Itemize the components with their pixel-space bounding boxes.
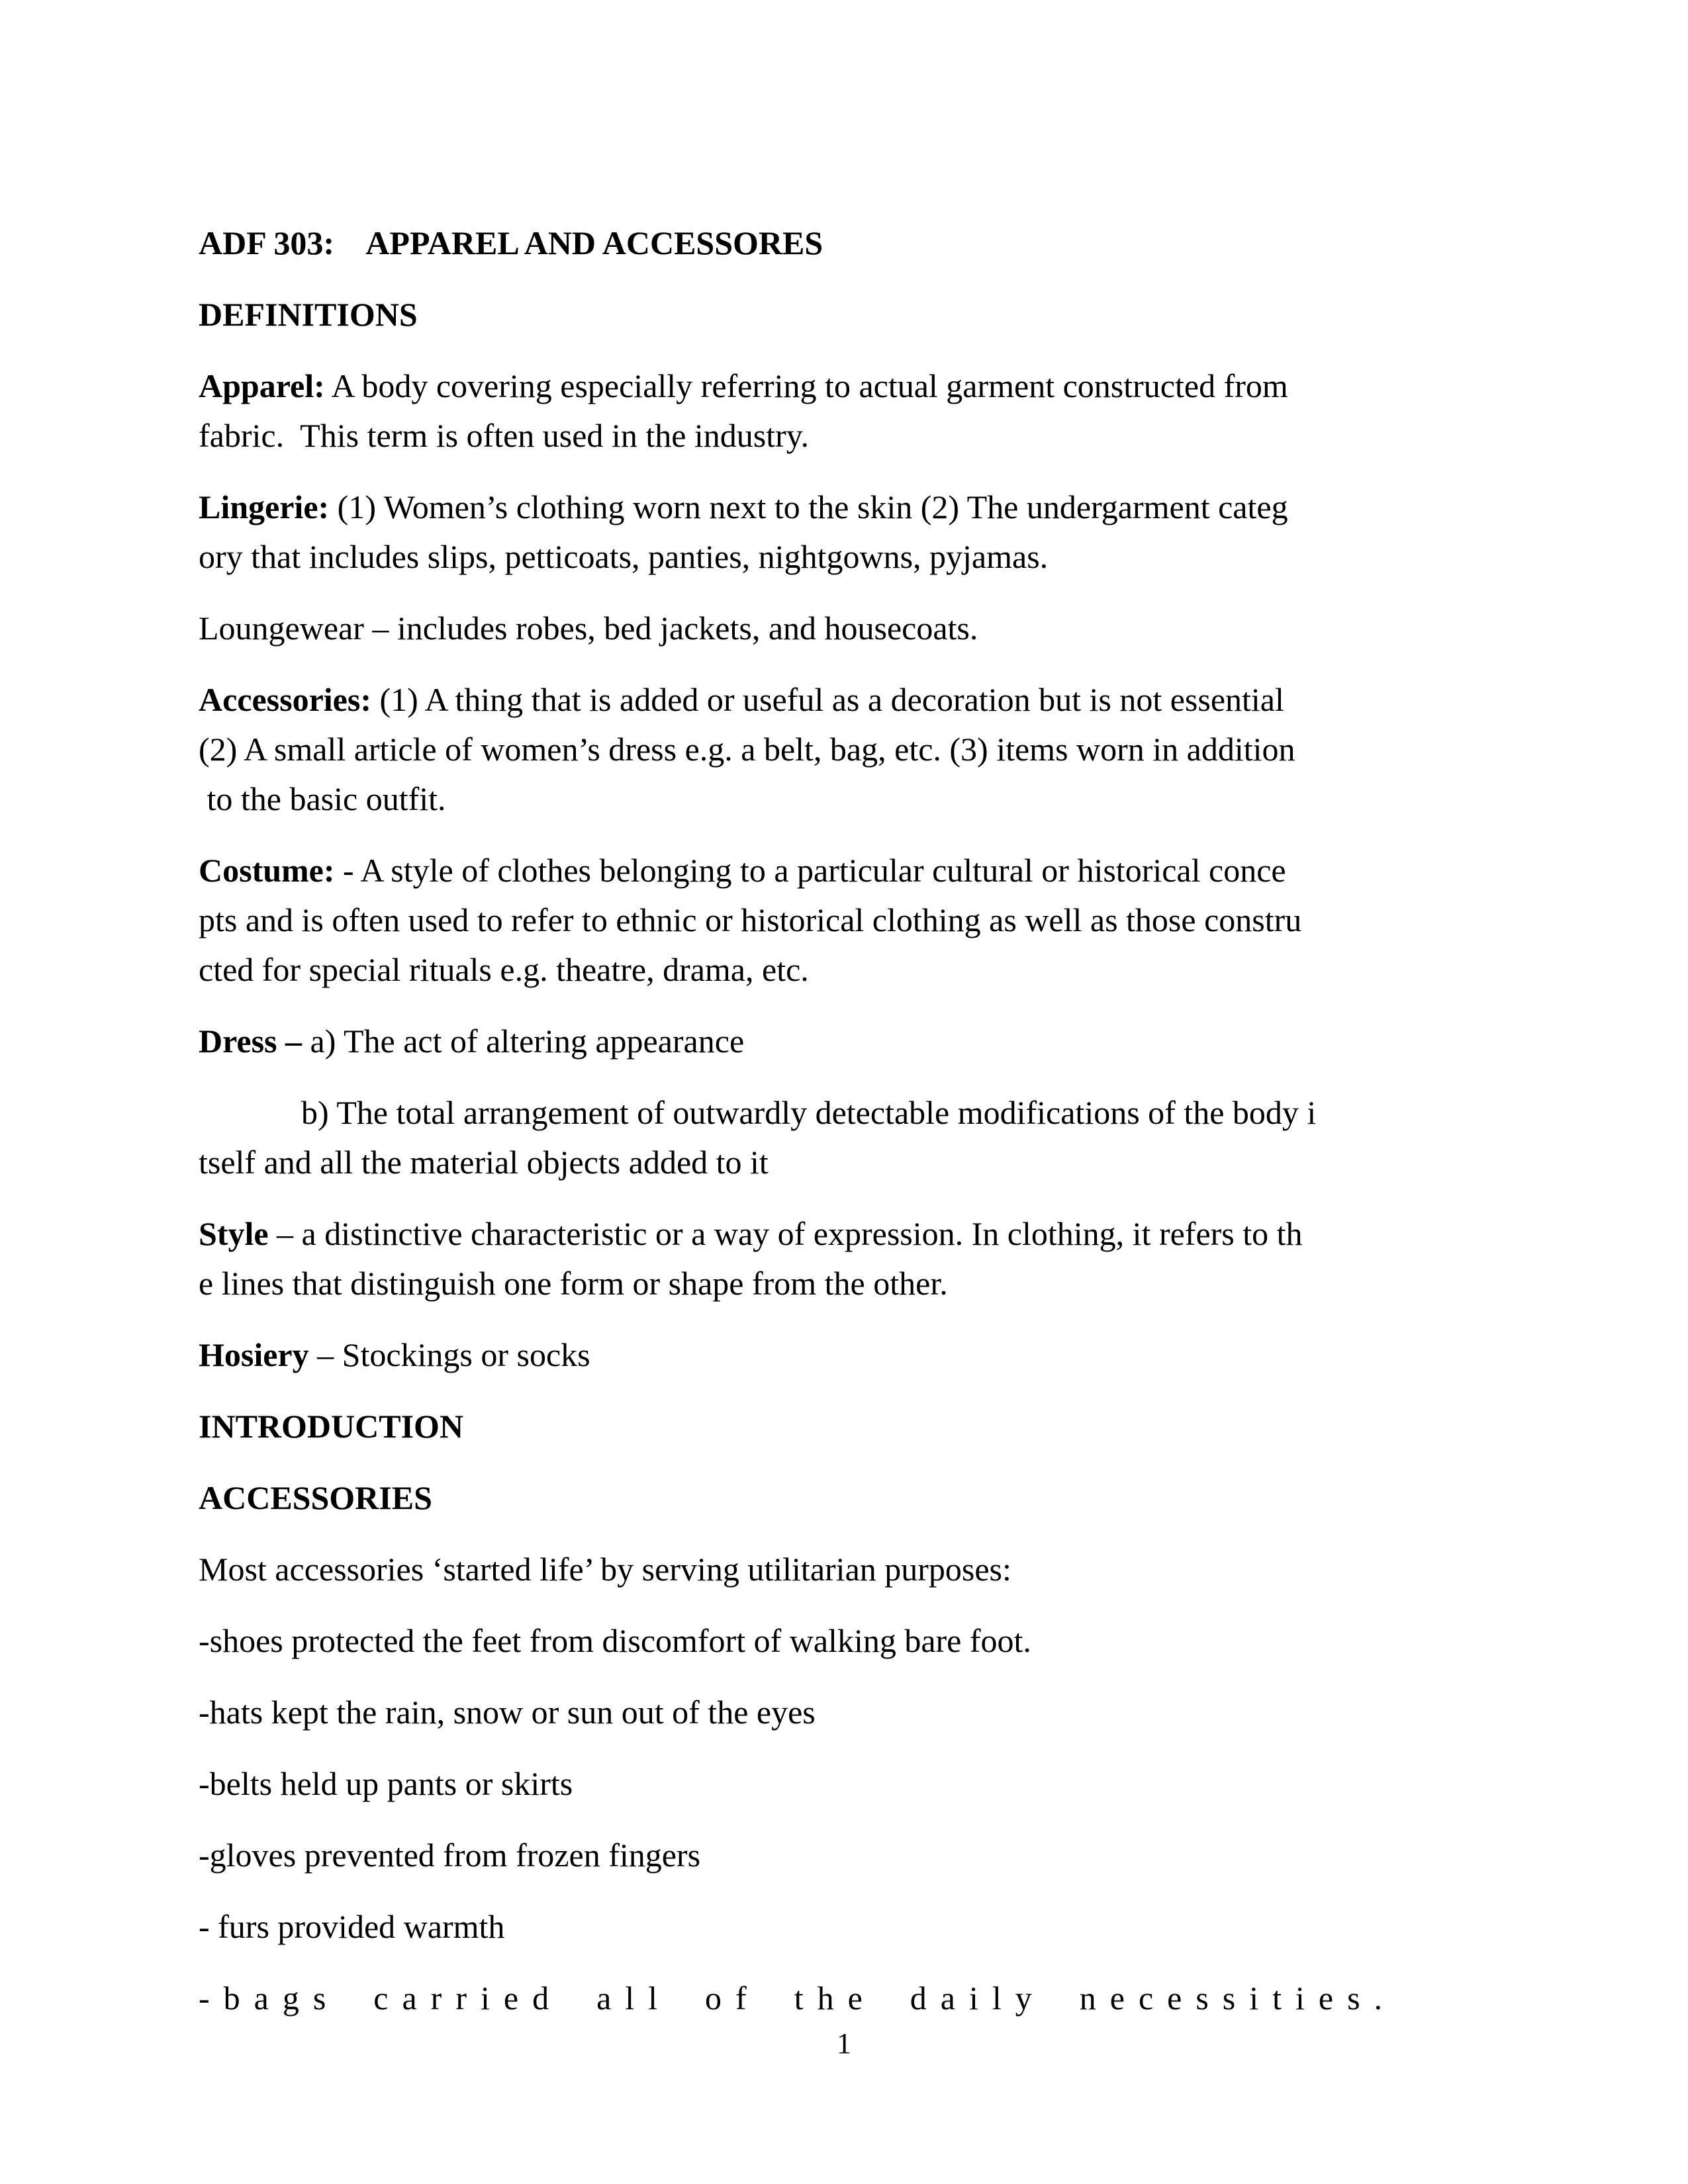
text-segment: cted for special rituals e.g. theatre, drama, etc. <box>199 951 809 988</box>
paragraph <box>199 675 1489 824</box>
text-line <box>199 846 1489 895</box>
text-line <box>199 1545 1489 1594</box>
text-line <box>199 532 1489 582</box>
text-segment: to the basic outfit. <box>199 780 446 817</box>
text-line <box>199 774 1489 824</box>
text-segment: – Stockings or socks <box>308 1336 590 1373</box>
text-segment: -shoes protected the feet from discomfort of walking bare foot. <box>199 1622 1031 1659</box>
paragraph <box>199 290 1489 340</box>
paragraph <box>199 218 1489 268</box>
page-number-text: 1 <box>837 2027 851 2060</box>
paragraph <box>199 361 1489 461</box>
text-segment: ACCESSORIES <box>199 1479 432 1516</box>
text-segment: e lines that distinguish one form or shape from the other. <box>199 1265 948 1302</box>
text-segment: Loungewear – includes robes, bed jackets, and housecoats. <box>199 610 978 647</box>
text-line <box>199 1259 1489 1308</box>
text-line <box>199 1616 1489 1666</box>
paragraph <box>199 1473 1489 1523</box>
text-segment: Style <box>199 1215 269 1252</box>
text-line <box>199 675 1489 725</box>
text-line <box>199 945 1489 995</box>
text-segment: Hosiery <box>199 1336 309 1373</box>
text-line <box>199 1688 1489 1737</box>
paragraph <box>199 846 1489 995</box>
text-line <box>199 1088 1489 1138</box>
paragraph <box>199 1330 1489 1380</box>
text-segment: INTRODUCTION <box>199 1408 464 1445</box>
paragraph <box>199 1831 1489 1880</box>
text-line <box>199 1402 1489 1451</box>
paragraph <box>199 604 1489 653</box>
paragraph <box>199 482 1489 582</box>
text-line <box>199 218 1489 268</box>
text-segment: Most accessories ‘started life’ by serving utilitarian purposes: <box>199 1551 1011 1588</box>
text-line <box>199 604 1489 653</box>
text-segment: DEFINITIONS <box>199 296 418 333</box>
paragraph <box>199 1974 1489 2023</box>
text-segment: b) The total arrangement of outwardly detectable modifications of the body i <box>301 1094 1317 1131</box>
text-segment: -bags carried all of the daily necessities. <box>199 1979 1397 2017</box>
text-line <box>199 1330 1489 1380</box>
page-footer <box>0 2026 1688 2061</box>
text-segment: Dress – <box>199 1023 303 1060</box>
text-segment: Apparel: <box>199 367 325 404</box>
text-line <box>199 1138 1489 1187</box>
text-segment: – a distinctive characteristic or a way of expression. In clothing, it refers to th <box>268 1215 1303 1252</box>
text-segment: tself and all the material objects added to it <box>199 1144 769 1181</box>
text-line <box>199 361 1489 411</box>
text-line <box>199 1759 1489 1809</box>
text-segment: Accessories: <box>199 681 371 718</box>
text-segment: fabric. This term is often used in the industry. <box>199 417 810 454</box>
text-line <box>199 411 1489 461</box>
paragraph <box>199 1209 1489 1308</box>
paragraph <box>199 1902 1489 1952</box>
paragraph <box>199 1688 1489 1737</box>
text-segment: - furs provided warmth <box>199 1908 505 1945</box>
text-line <box>199 1831 1489 1880</box>
text-line <box>199 1209 1489 1259</box>
text-segment: -belts held up pants or skirts <box>199 1765 573 1802</box>
text-segment: ory that includes slips, petticoats, panties, nightgowns, pyjamas. <box>199 538 1049 575</box>
text-line <box>199 290 1489 340</box>
paragraph <box>199 1759 1489 1809</box>
text-segment: Costume: <box>199 852 335 889</box>
text-segment: A body covering especially referring to actual garment constructed from <box>324 367 1288 404</box>
paragraph <box>199 1616 1489 1666</box>
text-segment: ADF 303: APPAREL AND ACCESSORES <box>199 224 823 261</box>
text-line <box>199 1473 1489 1523</box>
paragraph <box>199 1017 1489 1066</box>
text-segment: (2) A small article of women’s dress e.g. a belt, bag, etc. (3) items worn in addition <box>199 731 1295 768</box>
text-line <box>199 1017 1489 1066</box>
text-segment: pts and is often used to refer to ethnic or historical clothing as well as those constru <box>199 901 1302 938</box>
paragraph <box>199 1088 1489 1187</box>
text-line <box>199 482 1489 532</box>
text-segment: - A style of clothes belonging to a particular cultural or historical conce <box>334 852 1286 889</box>
text-segment: -gloves prevented from frozen fingers <box>199 1837 701 1874</box>
text-line <box>199 725 1489 774</box>
text-segment: (1) Women’s clothing worn next to the skin (2) The undergarment categ <box>329 488 1288 525</box>
text-segment: (1) A thing that is added or useful as a decoration but is not essential <box>371 681 1284 718</box>
document-body <box>199 218 1489 2045</box>
text-line <box>199 1902 1489 1952</box>
text-line <box>199 1974 1489 2023</box>
text-segment: a) The act of altering appearance <box>302 1023 745 1060</box>
text-line <box>199 895 1489 945</box>
text-segment: -hats kept the rain, snow or sun out of the eyes <box>199 1694 816 1731</box>
paragraph <box>199 1545 1489 1594</box>
paragraph <box>199 1402 1489 1451</box>
text-segment: Lingerie: <box>199 488 330 525</box>
